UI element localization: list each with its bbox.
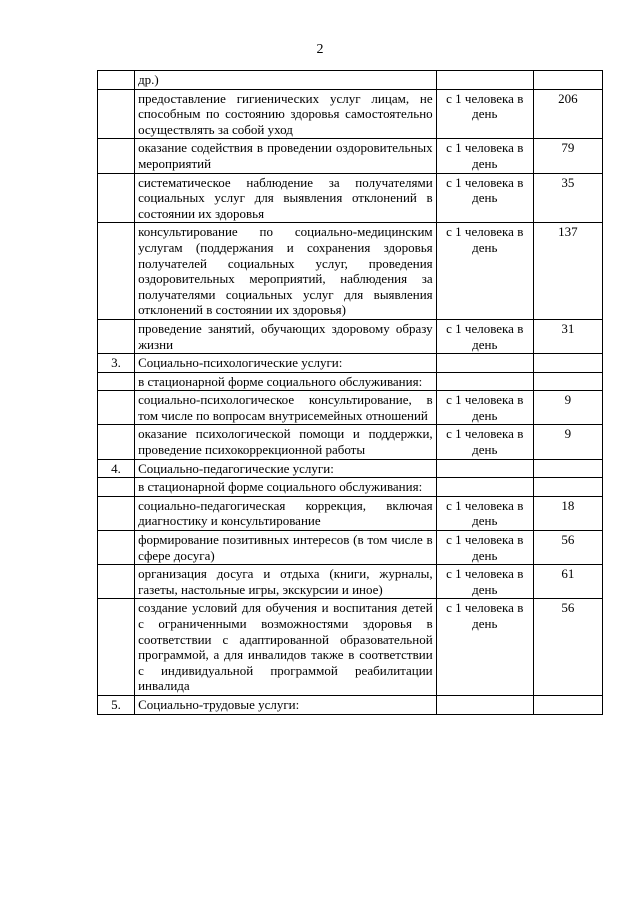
- tariff-value: 9: [533, 391, 602, 425]
- unit-of-measure: с 1 человека в день: [436, 223, 533, 320]
- row-number: 5.: [98, 695, 135, 714]
- unit-of-measure: с 1 человека в день: [436, 599, 533, 696]
- tariff-value: 56: [533, 531, 602, 565]
- table-row: [98, 391, 603, 425]
- unit-of-measure: [436, 478, 533, 497]
- tariff-value: 206: [533, 89, 602, 139]
- tariff-value: 9: [533, 425, 602, 459]
- table-row: [98, 354, 603, 373]
- unit-of-measure: с 1 человека в день: [436, 496, 533, 530]
- row-number: [98, 173, 135, 223]
- page-number: 2: [316, 42, 324, 57]
- service-description: консультирование по социально-медицинским услугам (поддержания и сохранения здоровья получателей социальных услуг, проведения оздоровительных мероприятий, наблюдения за получателями социальных услуг для выявления отклонений в состоянии их здоровья): [135, 223, 437, 320]
- service-description: Социально-трудовые услуги:: [135, 695, 437, 714]
- table-row: [98, 89, 603, 139]
- service-description: создание условий для обучения и воспитания детей с ограниченными возможностями здоровья в соответствии с адаптированной образовательной программой, а для инвалидов также в соответствии с индивидуальной программой реабилитации инвалида: [135, 599, 437, 696]
- row-number: [98, 531, 135, 565]
- tariff-value: 61: [533, 565, 602, 599]
- unit-of-measure: [436, 372, 533, 391]
- table-row: [98, 478, 603, 497]
- service-description: Социально-педагогические услуги:: [135, 459, 437, 478]
- table-row: [98, 71, 603, 90]
- row-number: [98, 425, 135, 459]
- unit-of-measure: с 1 человека в день: [436, 565, 533, 599]
- unit-of-measure: [436, 459, 533, 478]
- service-description: социально-психологическое консультирование, в том числе по вопросам внутрисемейных отношений: [135, 391, 437, 425]
- row-number: [98, 478, 135, 497]
- table-row: [98, 599, 603, 696]
- unit-of-measure: с 1 человека в день: [436, 89, 533, 139]
- tariff-value: 35: [533, 173, 602, 223]
- row-number: [98, 496, 135, 530]
- row-number: 3.: [98, 354, 135, 373]
- unit-of-measure: [436, 71, 533, 90]
- table-row: [98, 695, 603, 714]
- table-row: [98, 565, 603, 599]
- table-row: [98, 372, 603, 391]
- service-description: проведение занятий, обучающих здоровому образу жизни: [135, 319, 437, 353]
- service-description: др.): [135, 71, 437, 90]
- services-table-body: [98, 71, 603, 715]
- unit-of-measure: [436, 354, 533, 373]
- tariff-value: [533, 459, 602, 478]
- tariff-value: 79: [533, 139, 602, 173]
- services-table: [97, 70, 603, 715]
- row-number: [98, 599, 135, 696]
- service-description: предоставление гигиенических услуг лицам, не способным по состоянию здоровья самостоятельно осуществлять за собой уход: [135, 89, 437, 139]
- service-description: формирование позитивных интересов (в том числе в сфере досуга): [135, 531, 437, 565]
- service-description: в стационарной форме социального обслуживания:: [135, 372, 437, 391]
- service-description: социально-педагогическая коррекция, включая диагностику и консультирование: [135, 496, 437, 530]
- tariff-value: [533, 354, 602, 373]
- tariff-value: 18: [533, 496, 602, 530]
- row-number: [98, 89, 135, 139]
- table-row: [98, 531, 603, 565]
- tariff-value: 56: [533, 599, 602, 696]
- service-description: организация досуга и отдыха (книги, журналы, газеты, настольные игры, экскурсии и иное): [135, 565, 437, 599]
- service-description: систематическое наблюдение за получателями социальных услуг для выявления отклонений в состоянии их здоровья: [135, 173, 437, 223]
- service-description: Социально-психологические услуги:: [135, 354, 437, 373]
- unit-of-measure: с 1 человека в день: [436, 391, 533, 425]
- row-number: [98, 139, 135, 173]
- tariff-value: [533, 71, 602, 90]
- service-description: оказание содействия в проведении оздоровительных мероприятий: [135, 139, 437, 173]
- row-number: [98, 372, 135, 391]
- unit-of-measure: с 1 человека в день: [436, 319, 533, 353]
- tariff-value: [533, 695, 602, 714]
- row-number: [98, 391, 135, 425]
- unit-of-measure: [436, 695, 533, 714]
- table-row: [98, 425, 603, 459]
- table-row: [98, 459, 603, 478]
- tariff-value: [533, 372, 602, 391]
- row-number: [98, 71, 135, 90]
- service-description: в стационарной форме социального обслуживания:: [135, 478, 437, 497]
- table-row: [98, 319, 603, 353]
- row-number: [98, 565, 135, 599]
- table-row: [98, 139, 603, 173]
- tariff-value: 31: [533, 319, 602, 353]
- table-row: [98, 496, 603, 530]
- table-row: [98, 173, 603, 223]
- unit-of-measure: с 1 человека в день: [436, 531, 533, 565]
- service-description: оказание психологической помощи и поддержки, проведение психокоррекционной работы: [135, 425, 437, 459]
- table-row: [98, 223, 603, 320]
- unit-of-measure: с 1 человека в день: [436, 173, 533, 223]
- row-number: [98, 223, 135, 320]
- unit-of-measure: с 1 человека в день: [436, 139, 533, 173]
- tariff-value: 137: [533, 223, 602, 320]
- tariff-value: [533, 478, 602, 497]
- row-number: [98, 319, 135, 353]
- row-number: 4.: [98, 459, 135, 478]
- unit-of-measure: с 1 человека в день: [436, 425, 533, 459]
